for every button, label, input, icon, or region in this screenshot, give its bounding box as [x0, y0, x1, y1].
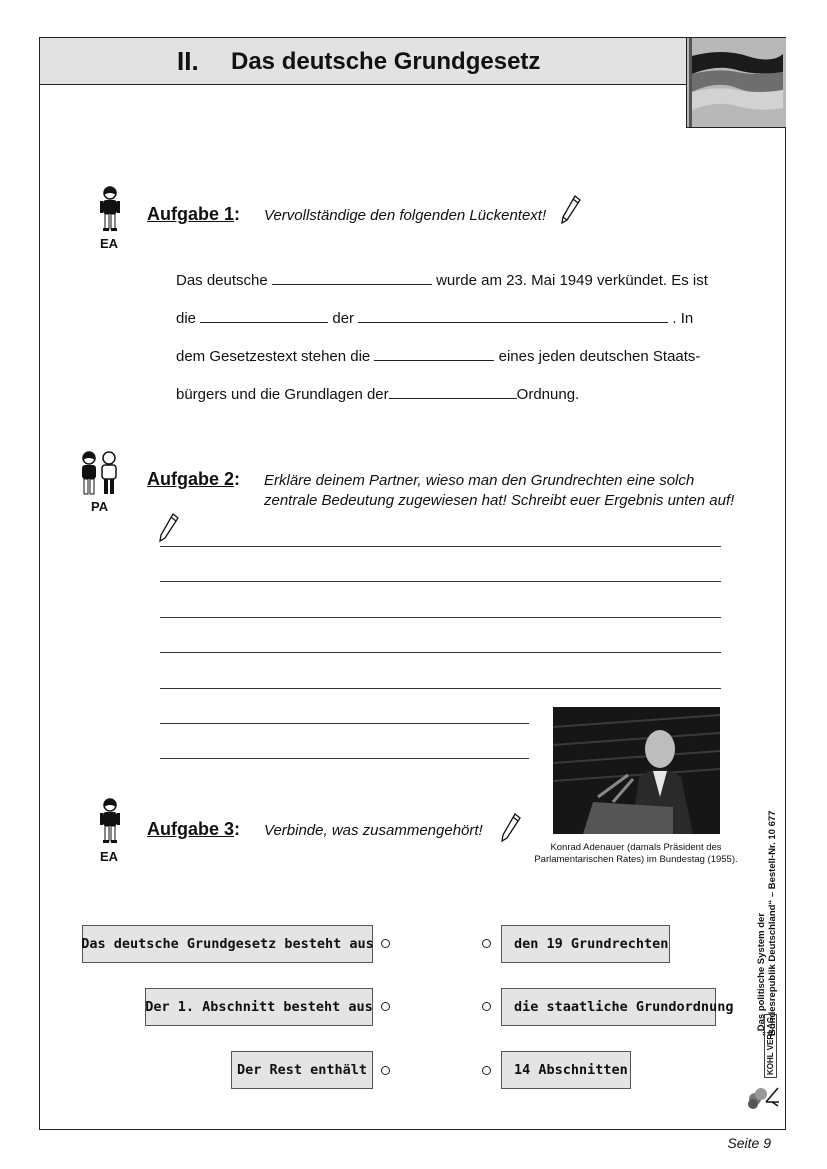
task2-instruction [264, 471, 734, 511]
match-right-3[interactable]: 14 Abschnitten [501, 1051, 631, 1089]
task1-instruction: Vervollständige den folgenden Lückentext! [264, 207, 547, 224]
answer-line[interactable] [160, 617, 721, 618]
partner-icon [78, 450, 120, 503]
answer-line[interactable] [160, 758, 529, 759]
answer-line[interactable] [160, 723, 529, 724]
connector-dot[interactable] [381, 939, 390, 948]
blank-field[interactable] [272, 270, 432, 285]
sidebar-line2: Bundesrepublik Deutschland“ – Bestell-Nr. 10 677 [767, 810, 778, 1036]
answer-line[interactable] [160, 688, 721, 689]
gap-line-1 [176, 270, 708, 289]
task2-instruction-line: zentrale Bedeutung zugewiesen hat! Schreibt euer Ergebnis unten auf! [264, 492, 735, 509]
badge-ea: EA [100, 236, 119, 251]
publisher-sidebar [740, 786, 786, 1116]
gap-text: eines jeden deutschen Staats- [498, 348, 701, 365]
gap-text: Ordnung. [516, 386, 580, 403]
chapter-header [40, 38, 686, 85]
task3-instruction: Verbinde, was zusammengehört! [264, 822, 483, 839]
task1-label: Aufgabe 1 [147, 204, 235, 224]
sidebar-line1: „Das politische System der [756, 912, 767, 1036]
blank-field[interactable] [358, 308, 668, 323]
gap-text: bürgers und die Grundlagen der [176, 386, 389, 403]
page-number: Seite 9 [727, 1135, 771, 1151]
gap-line-3 [176, 346, 700, 365]
task3-title [147, 819, 240, 840]
gap-line-4 [176, 384, 579, 403]
chapter-title: Das deutsche Grundgesetz [231, 48, 541, 75]
connector-dot[interactable] [482, 1002, 491, 1011]
connector-dot[interactable] [381, 1066, 390, 1075]
publisher-logo-text: KOHL VERLAG [764, 1014, 777, 1078]
connector-dot[interactable] [381, 1002, 390, 1011]
photo-caption-line: Parlamentarischen Rates) im Bundestag (1955). [534, 854, 738, 865]
student-icon [98, 797, 122, 850]
publisher-logo-icon [746, 1082, 780, 1115]
answer-line[interactable] [160, 581, 721, 582]
adenauer-photo [553, 707, 720, 834]
answer-line[interactable] [160, 546, 721, 547]
gap-text: die [176, 310, 197, 327]
answer-line[interactable] [160, 652, 721, 653]
blank-field[interactable] [200, 308, 328, 323]
gap-text: der [332, 310, 355, 327]
gap-text: wurde am 23. Mai 1949 verkündet. Es ist [436, 272, 708, 289]
task2-instruction-line: Erkläre deinem Partner, wieso man den Grundrechten eine solch [264, 472, 695, 489]
task1-title [147, 204, 240, 225]
pencil-icon [560, 194, 582, 231]
german-flag-photo [686, 38, 786, 128]
chapter-number: II. [177, 46, 199, 76]
task3-colon: : [234, 819, 241, 839]
gap-line-2 [176, 308, 693, 327]
gap-text: . In [672, 310, 694, 327]
task2-title [147, 469, 240, 490]
photo-caption [520, 842, 752, 866]
connector-dot[interactable] [482, 1066, 491, 1075]
badge-pa: PA [91, 499, 109, 514]
blank-field[interactable] [374, 346, 494, 361]
match-left-2[interactable]: Der 1. Abschnitt besteht aus [145, 988, 373, 1026]
match-right-2[interactable]: die staatliche Grundordnung [501, 988, 716, 1026]
student-icon [98, 185, 122, 238]
match-left-1[interactable]: Das deutsche Grundgesetz besteht aus [82, 925, 373, 963]
task2-label: Aufgabe 2 [147, 469, 235, 489]
task1-colon: : [234, 204, 241, 224]
match-right-1[interactable]: den 19 Grundrechten [501, 925, 670, 963]
page-frame [39, 37, 786, 1130]
pencil-icon [158, 512, 180, 549]
gap-text: dem Gesetzestext stehen die [176, 348, 371, 365]
task2-colon: : [234, 469, 241, 489]
pencil-icon [500, 812, 522, 849]
photo-caption-line: Konrad Adenauer (damals Präsident des [550, 842, 722, 853]
match-left-3[interactable]: Der Rest enthält [231, 1051, 373, 1089]
blank-field[interactable] [389, 384, 517, 399]
connector-dot[interactable] [482, 939, 491, 948]
badge-ea: EA [100, 849, 119, 864]
gap-text: Das deutsche [176, 272, 268, 289]
task3-label: Aufgabe 3 [147, 819, 235, 839]
